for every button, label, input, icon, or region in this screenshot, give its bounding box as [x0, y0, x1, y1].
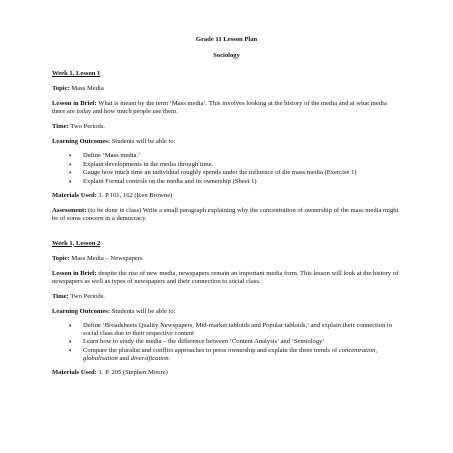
- lesson-1-assessment: [52, 207, 401, 223]
- outcome-separator: and: [117, 354, 131, 362]
- assessment-value: (to be done in class) Write a small paragraph explaining why the concentration of ownership of the mass media might be of some concern in a democracy.: [52, 206, 399, 222]
- materials-value: 1. P. 205 (Stephen Moore): [98, 368, 168, 376]
- lesson-1-topic: [52, 85, 401, 93]
- document-subject: Sociology: [213, 52, 240, 59]
- outcomes-intro: Students will be able to:: [111, 307, 176, 315]
- document-title: Grade 11 Lesson Plan: [195, 36, 258, 43]
- outcome-term-concentration: concentration: [338, 346, 376, 354]
- outcomes-label: Learning Outcomes:: [52, 307, 111, 315]
- list-item: • Learn how to study the media – the difference between ‘Content Analysis’ and ‘Semiology’: [83, 338, 401, 346]
- lesson-2-heading: Week 1, Lesson 2: [52, 239, 101, 247]
- topic-value: Mass Media – Newspapers: [71, 254, 143, 262]
- list-item: • Explain Formal controls on the media and its ownership (Sheet 1): [83, 178, 401, 186]
- list-item: • Define ‘Mass media.’: [83, 152, 401, 160]
- assessment-label: Assessment:: [52, 206, 87, 214]
- lesson-1-section: [52, 70, 401, 223]
- brief-value: What is meant by the term ‘Mass media’. This involves looking at the history of the media and at what media there are today and how much people use them.: [52, 100, 387, 115]
- outcome-term-diversification: diversification: [130, 354, 169, 362]
- topic-label: Topic:: [52, 254, 70, 262]
- lesson-2-outcomes-intro: [52, 308, 401, 316]
- lesson-1-outcomes-intro: [52, 138, 401, 146]
- outcomes-intro: Students will be able to:: [111, 138, 176, 145]
- materials-label: Materials Used:: [52, 368, 97, 376]
- list-item: • Gauge how much time an individual roughly spends under the influence of the mass media (Exercise 1): [83, 169, 401, 177]
- lesson-2-brief: [52, 270, 401, 286]
- materials-label: Materials Used:: [52, 191, 97, 199]
- section-spacer: [52, 230, 401, 240]
- outcome-end: .: [168, 354, 171, 362]
- brief-label: Lesson in Brief:: [52, 269, 97, 277]
- lesson-2-section: [52, 240, 401, 377]
- lesson-2-materials: [52, 369, 401, 377]
- lesson-1-outcomes-list: [52, 152, 401, 186]
- outcome-term-globalisation: globalisation: [83, 354, 118, 362]
- brief-label: Lesson in Brief:: [52, 100, 97, 107]
- outcomes-label: Learning Outcomes:: [52, 138, 111, 145]
- time-label: Time:: [52, 123, 69, 130]
- outcome-text: Compare the pluralist and conflict approaches to press ownership and explain the three trends of: [83, 346, 339, 354]
- time-value: Two Periods.: [70, 123, 105, 130]
- topic-label: Topic:: [52, 85, 70, 92]
- list-item: • Define ‘Broadsheets Quality Newspapers, Mid-market tabloids and Popular tabloids,’ and explain their connection to social class due to their respective content: [83, 322, 401, 338]
- lesson-2-time: [52, 293, 401, 301]
- lesson-2-topic: [52, 255, 401, 263]
- materials-value: 1. P.161, 162 (Ken Browne): [98, 191, 173, 199]
- lesson-1-heading: Week 1, Lesson 1: [52, 70, 101, 77]
- lesson-1-materials: [52, 192, 401, 200]
- list-item: [83, 347, 401, 363]
- lesson-1-time: [52, 123, 401, 131]
- topic-value: Mass Media: [71, 85, 104, 92]
- lesson-1-brief: [52, 100, 401, 116]
- time-label: Time:: [52, 292, 69, 300]
- lesson-2-outcomes-list: [52, 322, 401, 363]
- list-item: • Explain developments in the media through time.: [83, 161, 401, 169]
- time-value: Two Periods.: [70, 292, 105, 300]
- outcome-separator: ,: [375, 346, 378, 354]
- brief-value: despite the rise of new media, newspapers remain an important media form. This lesson will look at the history of newspapers as well as types of newspapers and their connection to social class.: [52, 269, 399, 285]
